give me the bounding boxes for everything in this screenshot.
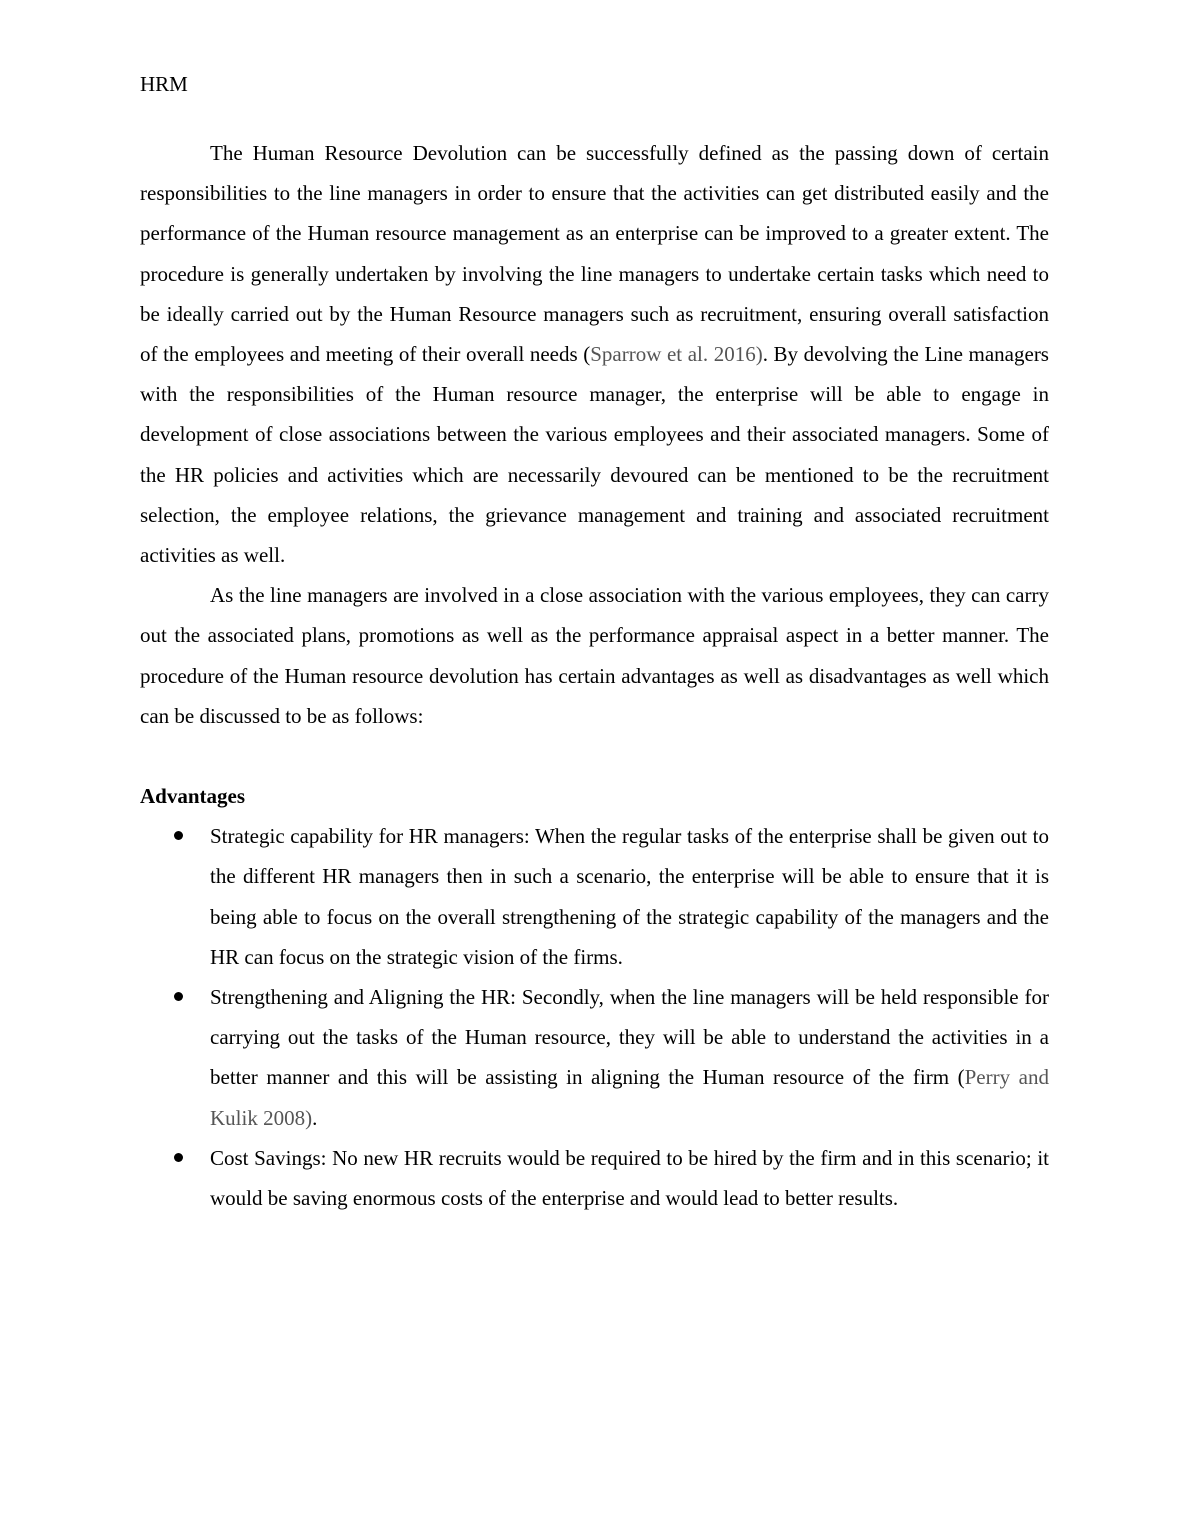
- list-item-text: Cost Savings: No new HR recruits would be required to be hired by the firm and in this scenario; it would be saving enormous costs of the enterprise and would lead to better results.: [210, 1145, 1049, 1211]
- paragraph-intro: [140, 133, 1049, 575]
- citation-sparrow: Sparrow et al. 2016): [590, 342, 763, 367]
- list-item-text: Strengthening and Aligning the HR: Secondly, when the line managers will be held responsible for carrying out the tasks of the Human resource, they will be able to understand the activities in a better manner and this will be assisting in aligning the Human resource of the firm (: [210, 985, 1049, 1090]
- list-item-text: Strategic capability for HR managers: When the regular tasks of the enterprise shall be given out to the different HR managers then in such a scenario, the enterprise will be able to ensure that it is being able to focus on the overall strengthening of the strategic capability of the managers and the HR can focus on the strategic vision of the firms.: [210, 824, 1049, 969]
- paragraph-line-managers: [140, 575, 1049, 736]
- list-item: [140, 1138, 1049, 1218]
- list-item-text: .: [312, 1105, 318, 1130]
- paragraph-text: . By devolving the Line managers with the responsibilities of the Human resource manager, the enterprise will be able to engage in development of close associations between the various employees and their associated managers. Some of the HR policies and activities which are necessarily devoured can be mentioned to be the recruitment selection, the employee relations, the grievance management and training and associated recruitment activities as well.: [140, 342, 1049, 568]
- citation-perry-kulik: Perry and Kulik 2008): [210, 1065, 1049, 1130]
- list-item: [140, 816, 1049, 977]
- bullet-icon: [174, 992, 183, 1001]
- bullet-icon: [174, 1153, 183, 1162]
- bullet-icon: [174, 831, 183, 840]
- page-header: HRM: [140, 72, 188, 96]
- advantages-heading: Advantages: [140, 784, 246, 809]
- advantages-list: [140, 816, 1049, 1218]
- document-body: [140, 133, 1049, 1218]
- paragraph-text: As the line managers are involved in a close association with the various employees, they can carry out the associated plans, promotions as well as the performance appraisal aspect in a better manner. The procedure of the Human resource devolution has certain advantages as well as disadvantages as well which can be discussed to be as follows:: [140, 583, 1049, 728]
- paragraph-text: The Human Resource Devolution can be successfully defined as the passing down of certain responsibilities to the line managers in order to ensure that the activities can get distributed easily and the performance of the Human resource management as an enterprise can be improved to a greater extent. The procedure is generally undertaken by involving the line managers to undertake certain tasks which need to be ideally carried out by the Human Resource managers such as recruitment, ensuring overall satisfaction of the employees and meeting of their overall needs (: [140, 141, 1049, 367]
- list-item: [140, 977, 1049, 1138]
- document-page: [140, 0, 1049, 1540]
